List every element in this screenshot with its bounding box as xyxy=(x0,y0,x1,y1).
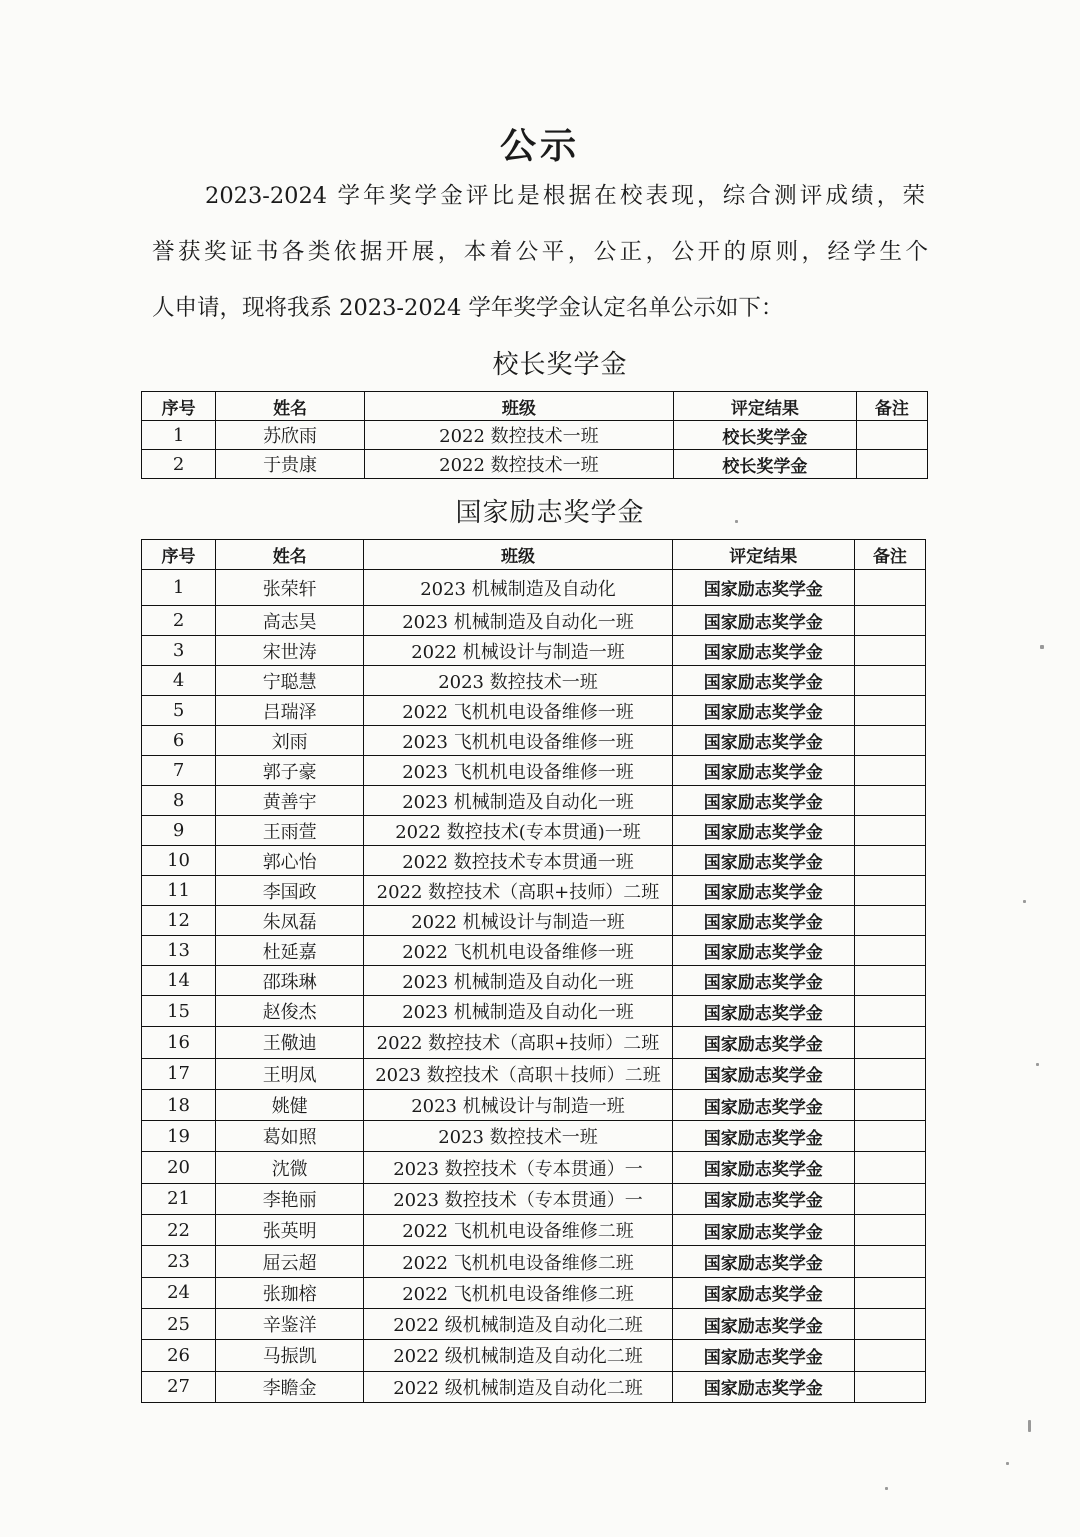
cell-result: 国家励志奖学金 xyxy=(672,696,854,726)
principal-scholarship-table xyxy=(141,391,928,479)
cell-name: 李艳丽 xyxy=(216,1183,364,1214)
cell-seq: 9 xyxy=(142,816,216,846)
intro-line-1: 2023-2024 学年奖学金评比是根据在校表现，综合测评成绩，荣 xyxy=(205,183,925,209)
table-row xyxy=(142,1152,926,1183)
table-row xyxy=(142,1183,926,1214)
cell-note xyxy=(854,1215,925,1246)
cell-note xyxy=(854,906,925,936)
cell-seq: 7 xyxy=(142,756,216,786)
cell-result: 国家励志奖学金 xyxy=(672,606,854,636)
cell-name: 苏欣雨 xyxy=(216,421,365,450)
cell-seq: 19 xyxy=(142,1121,216,1152)
national-scholarship-title: 国家励志奖学金 xyxy=(455,498,645,528)
cell-seq: 18 xyxy=(142,1089,216,1120)
scan-speck xyxy=(1023,900,1026,903)
cell-name: 宁聪慧 xyxy=(216,666,364,696)
cell-result: 校长奖学金 xyxy=(674,421,857,450)
cell-seq: 21 xyxy=(142,1183,216,1214)
cell-class: 2022 飞机机电设备维修一班 xyxy=(364,696,672,726)
header-name: 姓名 xyxy=(216,540,364,570)
cell-name: 李国政 xyxy=(216,876,364,906)
cell-note xyxy=(854,756,925,786)
cell-seq: 2 xyxy=(142,450,216,479)
cell-name: 王儆迪 xyxy=(216,1027,364,1058)
cell-result: 国家励志奖学金 xyxy=(672,756,854,786)
cell-class: 2022 数控技术（高职+技师）二班 xyxy=(364,876,672,906)
cell-name: 张珈榕 xyxy=(216,1277,364,1308)
page-title: 公示 xyxy=(499,126,580,167)
cell-note xyxy=(854,1340,925,1371)
cell-seq: 24 xyxy=(142,1277,216,1308)
table-row xyxy=(142,1058,926,1089)
cell-class: 2022 飞机机电设备维修二班 xyxy=(364,1277,672,1308)
cell-name: 沈微 xyxy=(216,1152,364,1183)
table-header-row xyxy=(142,540,926,570)
table-row xyxy=(142,816,926,846)
cell-name: 杜延嘉 xyxy=(216,936,364,966)
cell-note xyxy=(854,570,925,606)
cell-result: 国家励志奖学金 xyxy=(672,996,854,1027)
cell-result: 国家励志奖学金 xyxy=(672,1277,854,1308)
cell-result: 国家励志奖学金 xyxy=(672,1246,854,1277)
intro-line-3: 人申请，现将我系 2023-2024 学年奖学金认定名单公示如下： xyxy=(152,295,784,321)
cell-class: 2023 飞机机电设备维修一班 xyxy=(364,726,672,756)
cell-name: 郭子豪 xyxy=(216,756,364,786)
table-row xyxy=(142,450,928,479)
cell-note xyxy=(854,1027,925,1058)
cell-result: 国家励志奖学金 xyxy=(672,816,854,846)
header-result: 评定结果 xyxy=(674,392,857,421)
table-row xyxy=(142,1308,926,1339)
table-row xyxy=(142,421,928,450)
cell-name: 姚健 xyxy=(216,1089,364,1120)
cell-result: 国家励志奖学金 xyxy=(672,1371,854,1402)
cell-result: 国家励志奖学金 xyxy=(672,1027,854,1058)
cell-seq: 12 xyxy=(142,906,216,936)
cell-result: 国家励志奖学金 xyxy=(672,570,854,606)
cell-name: 宋世涛 xyxy=(216,636,364,666)
cell-class: 2023 机械制造及自动化一班 xyxy=(364,966,672,996)
cell-name: 李瞻金 xyxy=(216,1371,364,1402)
cell-note xyxy=(854,696,925,726)
national-scholarship-table xyxy=(141,539,926,1403)
cell-result: 国家励志奖学金 xyxy=(672,1152,854,1183)
cell-seq: 2 xyxy=(142,606,216,636)
cell-result: 国家励志奖学金 xyxy=(672,966,854,996)
table-row xyxy=(142,876,926,906)
header-note: 备注 xyxy=(854,540,925,570)
cell-seq: 16 xyxy=(142,1027,216,1058)
cell-name: 吕瑞泽 xyxy=(216,696,364,726)
cell-seq: 17 xyxy=(142,1058,216,1089)
cell-class: 2023 机械制造及自动化一班 xyxy=(364,996,672,1027)
table-header-row xyxy=(142,392,928,421)
table-row xyxy=(142,636,926,666)
cell-name: 张荣轩 xyxy=(216,570,364,606)
cell-seq: 13 xyxy=(142,936,216,966)
cell-name: 屈云超 xyxy=(216,1246,364,1277)
cell-note xyxy=(854,816,925,846)
cell-note xyxy=(854,966,925,996)
cell-note xyxy=(854,1152,925,1183)
cell-seq: 5 xyxy=(142,696,216,726)
cell-note xyxy=(854,1121,925,1152)
cell-class: 2022 机械设计与制造一班 xyxy=(364,906,672,936)
cell-note xyxy=(854,1183,925,1214)
cell-class: 2023 数控技术一班 xyxy=(364,1121,672,1152)
cell-name: 邵珠琳 xyxy=(216,966,364,996)
cell-class: 2023 数控技术（专本贯通）一 xyxy=(364,1152,672,1183)
cell-result: 国家励志奖学金 xyxy=(672,1089,854,1120)
cell-seq: 3 xyxy=(142,636,216,666)
header-class: 班级 xyxy=(364,540,672,570)
cell-note xyxy=(856,421,927,450)
cell-class: 2022 数控技术一班 xyxy=(364,450,673,479)
cell-class: 2022 数控技术(专本贯通)一班 xyxy=(364,816,672,846)
cell-result: 国家励志奖学金 xyxy=(672,786,854,816)
cell-note xyxy=(854,606,925,636)
cell-class: 2022 数控技术（高职+技师）二班 xyxy=(364,1027,672,1058)
cell-class: 2023 数控技术（专本贯通）一 xyxy=(364,1183,672,1214)
cell-result: 国家励志奖学金 xyxy=(672,936,854,966)
cell-result: 校长奖学金 xyxy=(674,450,857,479)
cell-class: 2023 数控技术一班 xyxy=(364,666,672,696)
cell-seq: 14 xyxy=(142,966,216,996)
cell-note xyxy=(854,786,925,816)
scan-speck xyxy=(1028,1420,1031,1432)
cell-result: 国家励志奖学金 xyxy=(672,1058,854,1089)
cell-class: 2022 级机械制造及自动化二班 xyxy=(364,1308,672,1339)
header-seq: 序号 xyxy=(142,540,216,570)
cell-name: 刘雨 xyxy=(216,726,364,756)
cell-name: 辛鉴洋 xyxy=(216,1308,364,1339)
cell-name: 朱凤磊 xyxy=(216,906,364,936)
cell-class: 2023 机械制造及自动化 xyxy=(364,570,672,606)
scan-speck xyxy=(1040,645,1044,649)
cell-seq: 22 xyxy=(142,1215,216,1246)
table-row xyxy=(142,606,926,636)
cell-seq: 23 xyxy=(142,1246,216,1277)
cell-note xyxy=(854,636,925,666)
cell-result: 国家励志奖学金 xyxy=(672,1215,854,1246)
cell-note xyxy=(854,1308,925,1339)
cell-note xyxy=(854,996,925,1027)
cell-seq: 1 xyxy=(142,570,216,606)
header-class: 班级 xyxy=(364,392,673,421)
cell-result: 国家励志奖学金 xyxy=(672,876,854,906)
table-row xyxy=(142,1027,926,1058)
cell-name: 赵俊杰 xyxy=(216,996,364,1027)
cell-class: 2023 机械制造及自动化一班 xyxy=(364,606,672,636)
table-row xyxy=(142,936,926,966)
cell-class: 2023 机械设计与制造一班 xyxy=(364,1089,672,1120)
table-row xyxy=(142,726,926,756)
cell-note xyxy=(854,876,925,906)
cell-class: 2023 数控技术（高职＋技师）二班 xyxy=(364,1058,672,1089)
cell-result: 国家励志奖学金 xyxy=(672,726,854,756)
cell-seq: 6 xyxy=(142,726,216,756)
table-row xyxy=(142,1277,926,1308)
cell-result: 国家励志奖学金 xyxy=(672,666,854,696)
cell-name: 张英明 xyxy=(216,1215,364,1246)
table-row xyxy=(142,786,926,816)
table-row xyxy=(142,696,926,726)
cell-seq: 11 xyxy=(142,876,216,906)
cell-note xyxy=(856,450,927,479)
cell-note xyxy=(854,936,925,966)
cell-note xyxy=(854,1246,925,1277)
cell-class: 2022 飞机机电设备维修一班 xyxy=(364,936,672,966)
cell-name: 高志昊 xyxy=(216,606,364,636)
table-row xyxy=(142,906,926,936)
table-row xyxy=(142,846,926,876)
table-row xyxy=(142,966,926,996)
scan-speck xyxy=(735,520,738,523)
table-row xyxy=(142,1215,926,1246)
header-result: 评定结果 xyxy=(672,540,854,570)
cell-seq: 1 xyxy=(142,421,216,450)
cell-seq: 20 xyxy=(142,1152,216,1183)
scan-speck xyxy=(1006,1462,1009,1465)
cell-name: 黄善宇 xyxy=(216,786,364,816)
cell-class: 2022 飞机机电设备维修二班 xyxy=(364,1246,672,1277)
cell-seq: 10 xyxy=(142,846,216,876)
cell-name: 于贵康 xyxy=(216,450,365,479)
cell-result: 国家励志奖学金 xyxy=(672,846,854,876)
cell-seq: 4 xyxy=(142,666,216,696)
table-row xyxy=(142,570,926,606)
cell-result: 国家励志奖学金 xyxy=(672,1340,854,1371)
cell-class: 2022 级机械制造及自动化二班 xyxy=(364,1371,672,1402)
cell-name: 王雨萱 xyxy=(216,816,364,846)
cell-class: 2022 数控技术一班 xyxy=(364,421,673,450)
cell-class: 2022 机械设计与制造一班 xyxy=(364,636,672,666)
cell-class: 2023 飞机机电设备维修一班 xyxy=(364,756,672,786)
cell-result: 国家励志奖学金 xyxy=(672,1121,854,1152)
cell-note xyxy=(854,1058,925,1089)
cell-note xyxy=(854,1277,925,1308)
principal-scholarship-title: 校长奖学金 xyxy=(492,350,628,380)
cell-note xyxy=(854,1089,925,1120)
cell-class: 2022 级机械制造及自动化二班 xyxy=(364,1340,672,1371)
header-name: 姓名 xyxy=(216,392,365,421)
cell-seq: 26 xyxy=(142,1340,216,1371)
table-row xyxy=(142,666,926,696)
cell-name: 郭心怡 xyxy=(216,846,364,876)
cell-seq: 27 xyxy=(142,1371,216,1402)
cell-name: 马振凯 xyxy=(216,1340,364,1371)
header-seq: 序号 xyxy=(142,392,216,421)
scan-speck xyxy=(885,1487,888,1490)
cell-seq: 15 xyxy=(142,996,216,1027)
cell-note xyxy=(854,666,925,696)
table-row xyxy=(142,756,926,786)
table-row xyxy=(142,1246,926,1277)
table-row xyxy=(142,996,926,1027)
table-row xyxy=(142,1340,926,1371)
cell-note xyxy=(854,846,925,876)
scan-speck xyxy=(1036,1063,1039,1066)
cell-seq: 8 xyxy=(142,786,216,816)
cell-seq: 25 xyxy=(142,1308,216,1339)
table-row xyxy=(142,1371,926,1402)
cell-result: 国家励志奖学金 xyxy=(672,1183,854,1214)
table-row xyxy=(142,1089,926,1120)
cell-note xyxy=(854,1371,925,1402)
cell-class: 2022 飞机机电设备维修二班 xyxy=(364,1215,672,1246)
cell-result: 国家励志奖学金 xyxy=(672,906,854,936)
cell-name: 葛如照 xyxy=(216,1121,364,1152)
cell-class: 2022 数控技术专本贯通一班 xyxy=(364,846,672,876)
cell-result: 国家励志奖学金 xyxy=(672,1308,854,1339)
table-row xyxy=(142,1121,926,1152)
cell-result: 国家励志奖学金 xyxy=(672,636,854,666)
cell-class: 2023 机械制造及自动化一班 xyxy=(364,786,672,816)
cell-note xyxy=(854,726,925,756)
header-note: 备注 xyxy=(856,392,927,421)
intro-line-2: 誉获奖证书各类依据开展，本着公平，公正，公开的原则，经学生个 xyxy=(152,239,928,265)
cell-name: 王明凤 xyxy=(216,1058,364,1089)
